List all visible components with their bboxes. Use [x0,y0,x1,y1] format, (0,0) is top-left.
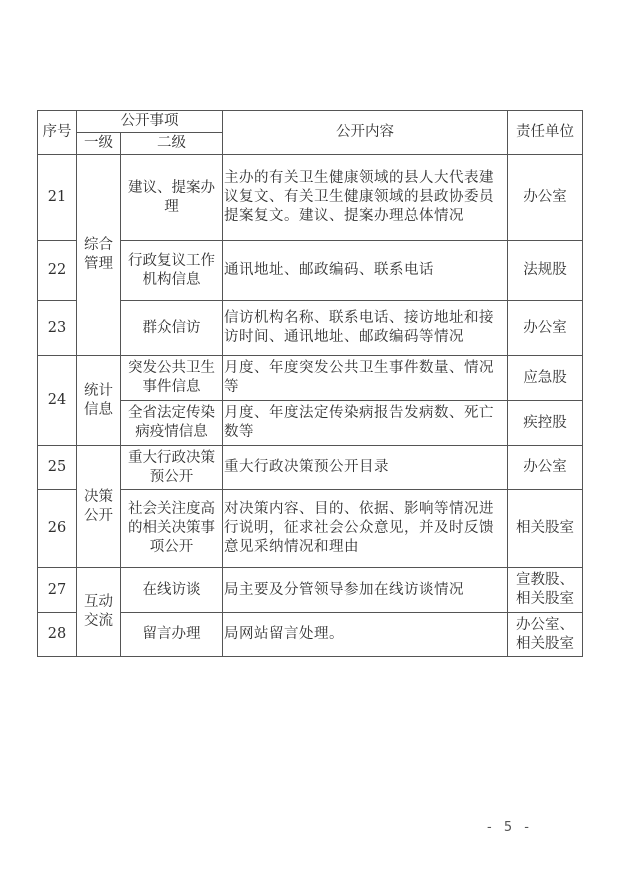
row-content: 信访机构名称、联系电话、接访地址和接访时间、通讯地址、邮政编码等情况 [223,301,508,356]
row-unit: 办公室、相关股室 [508,613,583,657]
row-unit: 疾控股 [508,401,583,446]
group-level1: 综合管理 [77,155,121,356]
row-content: 主办的有关卫生健康领域的县人大代表建议复文、有关卫生健康领域的县政协委员提案复文。建议、提案办理总体情况 [223,155,508,241]
row-unit: 办公室 [508,446,583,490]
group-level1: 决策公开 [77,446,121,568]
header-unit: 责任单位 [508,111,583,155]
row-content: 局网站留言处理。 [223,613,508,657]
table-row [38,155,583,241]
row-seq: 23 [38,301,77,356]
header-level2: 二级 [121,133,223,155]
row-unit: 办公室 [508,301,583,356]
row-seq: 24 [38,356,77,446]
row-level2: 留言办理 [121,613,223,657]
row-level2: 突发公共卫生事件信息 [121,356,223,401]
row-seq: 25 [38,446,77,490]
row-level2: 行政复议工作机构信息 [121,241,223,301]
row-content: 通讯地址、邮政编码、联系电话 [223,241,508,301]
row-level2: 重大行政决策预公开 [121,446,223,490]
row-level2: 全省法定传染病疫情信息 [121,401,223,446]
row-level2: 群众信访 [121,301,223,356]
header-content: 公开内容 [223,111,508,155]
header-item-group: 公开事项 [77,111,223,133]
table-row [38,568,583,613]
row-content: 月度、年度法定传染病报告发病数、死亡数等 [223,401,508,446]
page-number: - 5 - [487,820,533,835]
group-level1: 互动交流 [77,568,121,657]
row-seq: 27 [38,568,77,613]
header-seq: 序号 [38,111,77,155]
disclosure-table [37,110,583,657]
group-level1: 统计信息 [77,356,121,446]
row-content: 重大行政决策预公开目录 [223,446,508,490]
row-seq: 26 [38,490,77,568]
row-level2: 建议、提案办理 [121,155,223,241]
row-content: 局主要及分管领导参加在线访谈情况 [223,568,508,613]
header-level1: 一级 [77,133,121,155]
row-unit: 宣教股、相关股室 [508,568,583,613]
table-row [38,446,583,490]
row-unit: 相关股室 [508,490,583,568]
row-seq: 21 [38,155,77,241]
row-unit: 办公室 [508,155,583,241]
row-level2: 在线访谈 [121,568,223,613]
row-seq: 22 [38,241,77,301]
row-level2: 社会关注度高的相关决策事项公开 [121,490,223,568]
row-seq: 28 [38,613,77,657]
row-content: 月度、年度突发公共卫生事件数量、情况等 [223,356,508,401]
row-unit: 法规股 [508,241,583,301]
row-unit: 应急股 [508,356,583,401]
table-row [38,356,583,401]
row-content: 对决策内容、目的、依据、影响等情况进行说明，征求社会公众意见，并及时反馈意见采纳情况和理由 [223,490,508,568]
